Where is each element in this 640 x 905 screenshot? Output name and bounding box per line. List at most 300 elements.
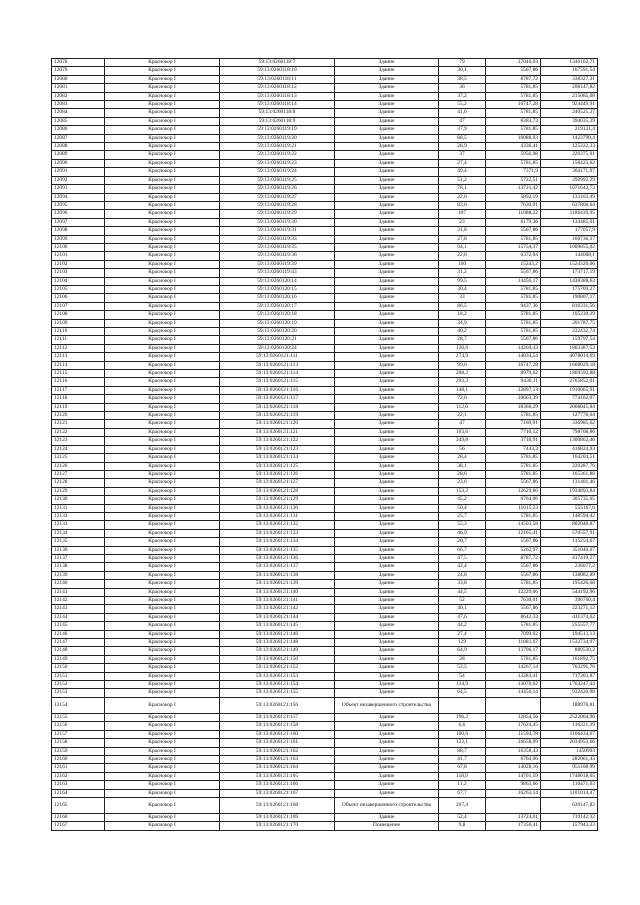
object-type-cell: Здание <box>335 185 439 193</box>
cadastral-rate-cell: 9437,36 <box>486 302 541 310</box>
cadastral-rate-cell: 16263,14 <box>486 789 541 797</box>
owner-name-cell: Краснокор I <box>105 428 220 436</box>
cadastral-number-cell: 59:13:0260120:18 <box>220 311 335 319</box>
cadastral-number-cell: 59:13:0260121:155 <box>220 689 335 697</box>
owner-name-cell: Краснокор I <box>105 454 220 462</box>
owner-name-cell: Краснокор I <box>105 613 220 621</box>
table-row <box>52 588 598 596</box>
cadastral-number-cell: 59:13:0260121:167 <box>220 789 335 797</box>
row-number-cell: 12116 <box>52 378 105 386</box>
object-type-cell: Здание <box>335 470 439 478</box>
owner-name-cell: Краснокор I <box>105 311 220 319</box>
row-number-cell: 12138 <box>52 563 105 571</box>
object-type-cell: Здание <box>335 546 439 554</box>
cadastral-number-cell: 59:13:0260119:36 <box>220 252 335 260</box>
object-type-cell: Здание <box>335 521 439 529</box>
area-cell: 64,9 <box>439 647 486 655</box>
cadastral-number-cell: 59:13:0260118:13 <box>220 92 335 100</box>
owner-name-cell: Краснокор I <box>105 353 220 361</box>
owner-name-cell: Краснокор I <box>105 781 220 789</box>
table-body <box>52 59 598 831</box>
area-cell: 27,4 <box>439 630 486 638</box>
table-row <box>52 655 598 663</box>
cadastral-value-cell: 774162,07 <box>541 395 598 403</box>
table-row <box>52 269 598 277</box>
object-type-cell: Здание <box>335 730 439 738</box>
area-cell: 47,5 <box>439 554 486 562</box>
owner-name-cell: Краснокор I <box>105 764 220 772</box>
row-number-cell: 12133 <box>52 521 105 529</box>
object-type-cell: Здание <box>335 722 439 730</box>
area-cell <box>439 697 486 713</box>
owner-name-cell: Краснокор I <box>105 420 220 428</box>
owner-name-cell: Краснокор I <box>105 730 220 738</box>
owner-name-cell: Краснокор I <box>105 597 220 605</box>
table-row <box>52 185 598 193</box>
table-row <box>52 730 598 738</box>
table-row <box>52 311 598 319</box>
object-type-cell: Здание <box>335 412 439 420</box>
owner-name-cell: Краснокор I <box>105 512 220 520</box>
cadastral-value-cell: 364171,97 <box>541 168 598 176</box>
area-cell: 30,1 <box>439 67 486 75</box>
cadastral-number-cell: 59:13:0260121:113 <box>220 361 335 369</box>
cadastral-value-cell: 1346162,71 <box>541 59 598 67</box>
cadastral-value-cell: 932420,98 <box>541 689 598 697</box>
owner-name-cell: Краснокор I <box>105 588 220 596</box>
owner-name-cell: Краснокор I <box>105 59 220 67</box>
table-row <box>52 67 598 75</box>
cadastral-rate-cell: 12229,06 <box>486 588 541 596</box>
row-number-cell: 12095 <box>52 201 105 209</box>
cadastral-rate-cell <box>486 797 541 813</box>
cadastral-rate-cell: 5781,85 <box>486 84 541 92</box>
cadastral-number-cell: 59:13:0260119:28 <box>220 201 335 209</box>
cadastral-value-cell: 816331,56 <box>541 302 598 310</box>
cadastral-number-cell: 59:13:0260121:137 <box>220 563 335 571</box>
area-cell: 49,4 <box>439 168 486 176</box>
cadastral-number-cell: 59:13:0260121:123 <box>220 445 335 453</box>
row-number-cell: 12079 <box>52 67 105 75</box>
cadastral-value-cell: 1532734,97 <box>541 639 598 647</box>
cadastral-value-cell: 763291,76 <box>541 664 598 672</box>
object-type-cell: Здание <box>335 395 439 403</box>
row-number-cell: 12131 <box>52 504 105 512</box>
row-number-cell: 12148 <box>52 647 105 655</box>
row-number-cell: 12149 <box>52 655 105 663</box>
row-number-cell: 12108 <box>52 311 105 319</box>
table-row <box>52 151 598 159</box>
cadastral-number-cell: 59:13:0260121:124 <box>220 454 335 462</box>
cadastral-number-cell: 59:13:0260121:152 <box>220 664 335 672</box>
object-type-cell: Объект незавершенного строительства <box>335 797 439 813</box>
cadastral-value-cell: 208147,82 <box>541 84 598 92</box>
cadastral-value-cell: 219131,4 <box>541 126 598 134</box>
table-row <box>52 370 598 378</box>
object-type-cell: Здание <box>335 134 439 142</box>
cadastral-value-cell: 133163,49 <box>541 193 598 201</box>
owner-name-cell: Краснокор I <box>105 285 220 293</box>
area-cell: 66,7 <box>439 546 486 554</box>
owner-name-cell: Краснокор I <box>105 185 220 193</box>
cadastral-rate-cell: 10663,39 <box>486 395 541 403</box>
cadastral-number-cell: 59:13:0260121:165 <box>220 772 335 780</box>
object-type-cell: Здание <box>335 176 439 184</box>
cadastral-rate-cell: 5781,85 <box>486 622 541 630</box>
table-row <box>52 386 598 394</box>
cadastral-rate-cell: 5567,86 <box>486 67 541 75</box>
row-number-cell: 12123 <box>52 437 105 445</box>
cadastral-rate-cell: 8787,72 <box>486 75 541 83</box>
cadastral-value-cell: 105230,29 <box>541 311 598 319</box>
cadastral-value-cell: 1438388,63 <box>541 277 598 285</box>
owner-name-cell: Краснокор I <box>105 797 220 813</box>
object-type-cell: Здание <box>335 580 439 588</box>
area-cell: 293,3 <box>439 378 486 386</box>
row-number-cell: 12142 <box>52 597 105 605</box>
object-type-cell: Здание <box>335 101 439 109</box>
object-type-cell: Здание <box>335 336 439 344</box>
object-type-cell: Здание <box>335 143 439 151</box>
cadastral-rate-cell: 5781,85 <box>486 462 541 470</box>
cadastral-rate-cell: 16747,28 <box>486 101 541 109</box>
cadastral-value-cell: 220375,01 <box>541 151 598 159</box>
cadastral-rate-cell: 5781,85 <box>486 126 541 134</box>
cadastral-rate-cell: 15754,37 <box>486 243 541 251</box>
cadastral-value-cell: 173717,19 <box>541 269 598 277</box>
cadastral-rate-cell: 12897,13 <box>486 386 541 394</box>
area-cell: 28,6 <box>439 470 486 478</box>
area-cell: 38,5 <box>439 75 486 83</box>
table-row <box>52 813 598 821</box>
row-number-cell: 12090 <box>52 159 105 167</box>
table-row <box>52 781 598 789</box>
cadastral-rate-cell: 5781,85 <box>486 454 541 462</box>
cadastral-value-cell: 336985,62 <box>541 420 598 428</box>
cadastral-value-cell: 1869592,88 <box>541 370 598 378</box>
cadastral-value-cell: 396760,4 <box>541 597 598 605</box>
owner-name-cell: Краснокор I <box>105 75 220 83</box>
area-cell: 20,7 <box>439 538 486 546</box>
area-cell: 18,2 <box>439 311 486 319</box>
cadastral-number-cell: 59:13:0260119:31 <box>220 227 335 235</box>
area-cell: 50,4 <box>439 504 486 512</box>
table-row <box>52 454 598 462</box>
cadastral-value-cell: 240525,37 <box>541 109 598 117</box>
cadastral-rate-cell: 5567,86 <box>486 571 541 579</box>
table-row <box>52 479 598 487</box>
row-number-cell: 12156 <box>52 722 105 730</box>
cadastral-rate-cell: 9863,66 <box>486 781 541 789</box>
cadastral-value-cell: 190807,17 <box>541 294 598 302</box>
area-cell: 28,9 <box>439 143 486 151</box>
owner-name-cell: Краснокор I <box>105 328 220 336</box>
object-type-cell: Здание <box>335 386 439 394</box>
cadastral-number-cell: 59:13:0260121:119 <box>220 412 335 420</box>
owner-name-cell: Краснокор I <box>105 269 220 277</box>
object-type-cell: Здание <box>335 252 439 260</box>
area-cell: 349,8 <box>439 437 486 445</box>
cadastral-number-cell: 59:13:0260121:164 <box>220 764 335 772</box>
object-type-cell: Здание <box>335 588 439 596</box>
area-cell: 274,9 <box>439 353 486 361</box>
cadastral-value-cell: 148594,42 <box>541 512 598 520</box>
cadastral-value-cell: 639147,82 <box>541 797 598 813</box>
cadastral-value-cell: 194513,13 <box>541 630 598 638</box>
owner-name-cell: Краснокор I <box>105 176 220 184</box>
cadastral-value-cell: 115254,67 <box>541 538 598 546</box>
table-row <box>52 420 598 428</box>
cadastral-number-cell: 59:13:0260119:19 <box>220 126 335 134</box>
row-number-cell: 12122 <box>52 428 105 436</box>
cadastral-rate-cell: 18366,29 <box>486 403 541 411</box>
cadastral-value-cell: 2034953,66 <box>541 739 598 747</box>
cadastral-value-cell: 161892,75 <box>541 655 598 663</box>
cadastral-number-cell: 59:13:0260119:27 <box>220 193 335 201</box>
cadastral-value-cell: 1101014,47 <box>541 789 598 797</box>
row-number-cell: 12099 <box>52 235 105 243</box>
cadastral-number-cell: 59:13:0260118:9 <box>220 117 335 125</box>
table-row <box>52 487 598 495</box>
owner-name-cell: Краснокор I <box>105 319 220 327</box>
table-row <box>52 689 598 697</box>
table-row <box>52 210 598 218</box>
cadastral-value-cell: 305735,65 <box>541 496 598 504</box>
area-cell: 99,5 <box>439 277 486 285</box>
cadastral-rate-cell: 14267,14 <box>486 664 541 672</box>
cadastral-number-cell: 59:13:0260121:163 <box>220 755 335 763</box>
area-cell: 107 <box>439 210 486 218</box>
area-cell: 24,8 <box>439 571 486 579</box>
table-row <box>52 428 598 436</box>
object-type-cell: Здание <box>335 378 439 386</box>
area-cell: 37,9 <box>439 126 486 134</box>
object-type-cell: Здание <box>335 75 439 83</box>
row-number-cell: 12124 <box>52 445 105 453</box>
cadastral-value-cell: 177057,9 <box>541 227 598 235</box>
cadastral-number-cell: 59:13:0260120:21 <box>220 336 335 344</box>
object-type-cell: Здание <box>335 538 439 546</box>
row-number-cell: 12084 <box>52 109 105 117</box>
area-cell: 64,5 <box>439 689 486 697</box>
owner-name-cell: Краснокор I <box>105 243 220 251</box>
cadastral-value-cell: 951108,99 <box>541 764 598 772</box>
object-type-cell: Здание <box>335 813 439 821</box>
cadastral-value-cell: 1863387,53 <box>541 344 598 352</box>
owner-name-cell: Краснокор I <box>105 143 220 151</box>
area-cell: 46,9 <box>439 529 486 537</box>
row-number-cell: 12141 <box>52 588 105 596</box>
row-number-cell: 12092 <box>52 176 105 184</box>
cadastral-rate-cell: 5567,86 <box>486 563 541 571</box>
table-row <box>52 554 598 562</box>
table-row <box>52 243 598 251</box>
row-number-cell: 12106 <box>52 294 105 302</box>
object-type-cell: Здание <box>335 512 439 520</box>
row-number-cell: 12127 <box>52 470 105 478</box>
object-type-cell: Здание <box>335 243 439 251</box>
table-row <box>52 630 598 638</box>
table-row <box>52 294 598 302</box>
cadastral-number-cell: 59:13:0260118:7 <box>220 59 335 67</box>
area-cell: 196,2 <box>439 713 486 721</box>
cadastral-number-cell: 59:13:0260119:33 <box>220 235 335 243</box>
cadastral-number-cell: 59:13:0260118:12 <box>220 84 335 92</box>
cadastral-number-cell: 59:13:0260121:127 <box>220 479 335 487</box>
object-type-cell: Здание <box>335 504 439 512</box>
object-type-cell: Здание <box>335 672 439 680</box>
cadastral-rate-cell: 5781,85 <box>486 512 541 520</box>
area-cell: 33,8 <box>439 580 486 588</box>
cadastral-value-cell: 555167,6 <box>541 504 598 512</box>
cadastral-value-cell: 4078014,69 <box>541 353 598 361</box>
row-number-cell: 12089 <box>52 151 105 159</box>
cadastral-rate-cell: 6764,06 <box>486 496 541 504</box>
area-cell: 34,9 <box>439 319 486 327</box>
area-cell: 207,4 <box>439 797 486 813</box>
cadastral-value-cell: 160736,37 <box>541 235 598 243</box>
cadastral-value-cell: 215085,08 <box>541 92 598 100</box>
table-row <box>52 84 598 92</box>
row-number-cell: 12163 <box>52 781 105 789</box>
owner-name-cell: Краснокор I <box>105 193 220 201</box>
row-number-cell: 12098 <box>52 227 105 235</box>
area-cell: 28 <box>439 655 486 663</box>
object-type-cell: Здание <box>335 277 439 285</box>
area-cell: 148,1 <box>439 386 486 394</box>
object-type-cell: Здание <box>335 92 439 100</box>
row-number-cell: 12143 <box>52 605 105 613</box>
cadastral-rate-cell: 5262,97 <box>486 546 541 554</box>
area-cell: 52,4 <box>439 813 486 821</box>
object-type-cell: Здание <box>335 344 439 352</box>
area-cell: 25,7 <box>439 512 486 520</box>
cadastral-value-cell: 159797,54 <box>541 336 598 344</box>
area-cell: 22,6 <box>439 193 486 201</box>
cadastral-value-cell: 116321,39 <box>541 722 598 730</box>
row-number-cell: 12157 <box>52 730 105 738</box>
area-cell: 40,1 <box>439 605 486 613</box>
cadastral-value-cell: 1423790,4 <box>541 134 598 142</box>
cadastral-number-cell: 59:13:0260121:162 <box>220 747 335 755</box>
object-type-cell: Объект незавершенного строительства <box>335 697 439 713</box>
cadastral-number-cell: 59:13:0260119:29 <box>220 210 335 218</box>
cadastral-rate-cell: 5781,85 <box>486 92 541 100</box>
area-cell: 67,7 <box>439 789 486 797</box>
table-row <box>52 227 598 235</box>
owner-name-cell: Краснокор I <box>105 67 220 75</box>
cadastral-number-cell: 59:13:0260121:135 <box>220 546 335 554</box>
cadastral-value-cell: 158423,62 <box>541 159 598 167</box>
row-number-cell: 12080 <box>52 75 105 83</box>
area-cell: 37 <box>439 151 486 159</box>
cadastral-number-cell: 59:13:0260121:136 <box>220 554 335 562</box>
table-row <box>52 285 598 293</box>
owner-name-cell: Краснокор I <box>105 302 220 310</box>
owner-name-cell: Краснокор I <box>105 655 220 663</box>
row-number-cell: 12101 <box>52 252 105 260</box>
row-number-cell: 12121 <box>52 420 105 428</box>
owner-name-cell: Краснокор I <box>105 210 220 218</box>
area-cell: 78,1 <box>439 185 486 193</box>
object-type-cell: Здание <box>335 772 439 780</box>
cadastral-number-cell: 59:13:0260121:116 <box>220 386 335 394</box>
table-row <box>52 538 598 546</box>
cadastral-value-cell: 167591,54 <box>541 67 598 75</box>
cadastral-number-cell: 59:13:0260121:158 <box>220 722 335 730</box>
object-type-cell: Здание <box>335 739 439 747</box>
area-cell: 40,2 <box>439 328 486 336</box>
object-type-cell: Здание <box>335 681 439 689</box>
cadastral-number-cell: 59:13:0260121:130 <box>220 504 335 512</box>
cadastral-rate-cell: 5781,85 <box>486 109 541 117</box>
row-number-cell: 12085 <box>52 117 105 125</box>
row-number-cell: 12111 <box>52 336 105 344</box>
cadastral-value-cell: 1748018,65 <box>541 772 598 780</box>
cadastral-value-cell: 717303,87 <box>541 672 598 680</box>
cadastral-number-cell: 59:13:0260121:169 <box>220 813 335 821</box>
cadastral-rate-cell: 14456,17 <box>486 277 541 285</box>
owner-name-cell: Краснокор I <box>105 134 220 142</box>
row-number-cell: 12166 <box>52 813 105 821</box>
table-row <box>52 176 598 184</box>
table-row <box>52 697 598 713</box>
cadastral-value-cell: 110471,03 <box>541 781 598 789</box>
table-row <box>52 193 598 201</box>
cadastral-rate-cell: 11015,23 <box>486 504 541 512</box>
cadastral-number-cell: 59:13:0260118:11 <box>220 75 335 83</box>
cadastral-rate-cell: 17040,03 <box>486 59 541 67</box>
object-type-cell: Здание <box>335 554 439 562</box>
area-cell: 42,4 <box>439 563 486 571</box>
cadastral-number-cell: 59:13:0260121:126 <box>220 470 335 478</box>
row-number-cell: 12091 <box>52 168 105 176</box>
cadastral-value-cell: 2522064,96 <box>541 713 598 721</box>
owner-name-cell: Краснокор I <box>105 386 220 394</box>
owner-name-cell: Краснокор I <box>105 672 220 680</box>
cadastral-rate-cell: 13706,17 <box>486 647 541 655</box>
cadastral-number-cell: 59:13:0260119:24 <box>220 168 335 176</box>
object-type-cell: Здание <box>335 781 439 789</box>
object-type-cell: Здание <box>335 764 439 772</box>
cadastral-value-cell: 570557,91 <box>541 529 598 537</box>
area-cell: 103,6 <box>439 428 486 436</box>
owner-name-cell: Краснокор I <box>105 789 220 797</box>
cadastral-number-cell: 59:13:0260121:153 <box>220 672 335 680</box>
cadastral-value-cell: 165361,88 <box>541 470 598 478</box>
object-type-cell: Здание <box>335 689 439 697</box>
cadastral-value-cell: 255557,77 <box>541 622 598 630</box>
owner-name-cell: Краснокор I <box>105 571 220 579</box>
row-number-cell: 12129 <box>52 487 105 495</box>
row-number-cell: 12151 <box>52 672 105 680</box>
object-type-cell: Здание <box>335 639 439 647</box>
cadastral-rate-cell: 5781,85 <box>486 412 541 420</box>
owner-name-cell: Краснокор I <box>105 168 220 176</box>
cadastral-number-cell: 59:13:0260121:142 <box>220 605 335 613</box>
cadastral-number-cell: 59:13:0260121:138 <box>220 571 335 579</box>
row-number-cell: 12126 <box>52 462 105 470</box>
table-row <box>52 109 598 117</box>
table-row <box>52 546 598 554</box>
object-type-cell: Здание <box>335 454 439 462</box>
owner-name-cell: Краснокор I <box>105 361 220 369</box>
row-number-cell: 12145 <box>52 622 105 630</box>
cadastral-rate-cell: 14834,54 <box>486 353 541 361</box>
row-number-cell: 12136 <box>52 546 105 554</box>
area-cell: 44,5 <box>439 588 486 596</box>
area-cell: 37,2 <box>439 92 486 100</box>
